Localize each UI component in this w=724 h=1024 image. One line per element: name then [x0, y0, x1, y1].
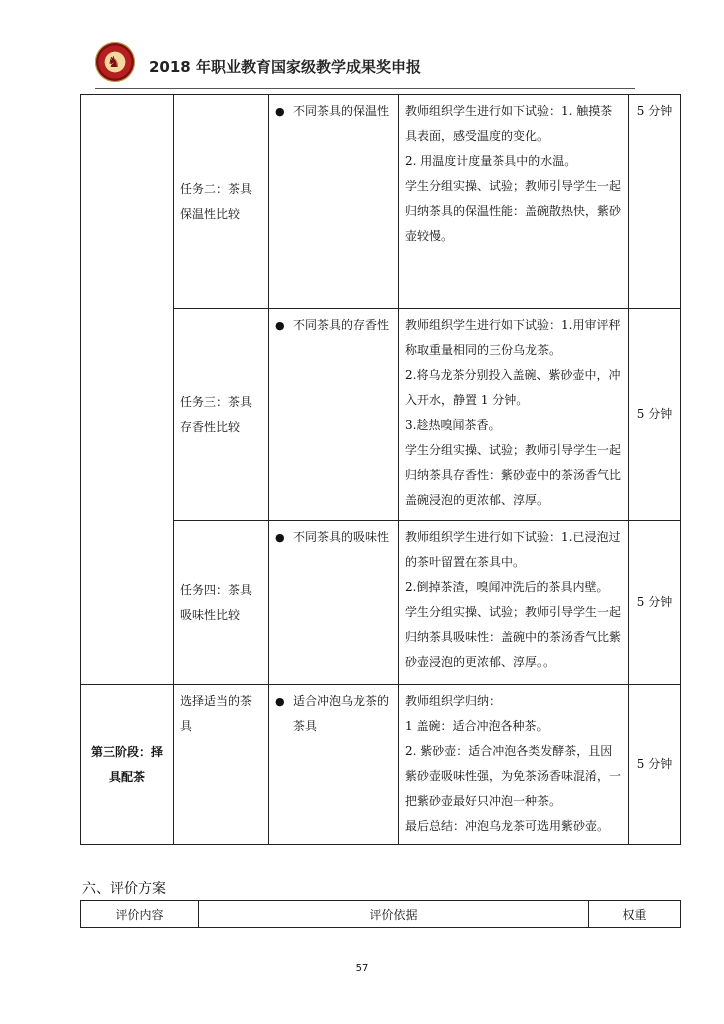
- activity-line: 3.趁热嗅闻茶香。: [405, 418, 501, 432]
- activity-line: 学生分组实操、试验；教师引导学生一起归纳茶具吸味性：盖碗中的茶汤香气比紫砂壶浸泡的更浓郁、淳厚。。: [405, 605, 622, 669]
- bullet-icon: ●: [275, 531, 285, 544]
- task-cell: 任务二：茶具保温性比较: [174, 95, 269, 309]
- table-row: [81, 95, 681, 309]
- content-label: 不同茶具的存香性: [293, 318, 390, 332]
- section-title: 六、评价方案: [82, 881, 166, 897]
- content-label: 不同茶具的吸味性: [293, 530, 390, 544]
- activity-line: 2.倒掉茶渣，嗅闻冲洗后的茶具内壁。: [405, 580, 609, 594]
- page-number: 57: [355, 963, 369, 974]
- activity-line: 最后总结：冲泡乌龙茶可选用紫砂壶。: [405, 819, 610, 833]
- activity-line: 2.将乌龙茶分别投入盖碗、紫砂壶中，冲入开水，静置 1 分钟。: [405, 368, 621, 407]
- lesson-plan-table: [80, 94, 681, 845]
- time-cell: 5 分钟: [629, 685, 681, 845]
- task-cell: 任务三：茶具存香性比较: [174, 309, 269, 521]
- activity-cell: [399, 95, 629, 309]
- content-cell: [269, 685, 399, 845]
- task-cell: 选择适当的茶具: [174, 685, 269, 845]
- time-cell: 5 分钟: [629, 95, 681, 309]
- activity-line: 2. 紫砂壶：适合冲泡各类发酵茶，且因紫砂壶吸味性强，为免茶汤香味混淆，一把紫砂壶最好只冲泡一种茶。: [405, 744, 622, 808]
- header-cell: 评价内容: [81, 901, 199, 928]
- page-header: [95, 42, 635, 92]
- evaluation-table: [80, 900, 681, 928]
- header-cell: 评价依据: [199, 901, 589, 928]
- bullet-icon: ●: [275, 695, 285, 708]
- activity-line: 教师组织学归纳：: [405, 694, 502, 708]
- activity-line: 2. 用温度计度量茶具中的水温。: [405, 154, 577, 168]
- table-header-row: [81, 901, 681, 928]
- activity-line: 学生分组实操、试验；教师引导学生一起归纳茶具存香性：紫砂壶中的茶汤香气比盖碗浸泡的更浓郁、淳厚。: [405, 443, 622, 507]
- content-label: 不同茶具的保温性: [293, 104, 390, 118]
- task-cell: 任务四：茶具吸味性比较: [174, 521, 269, 685]
- stage-cell-empty: [81, 95, 174, 685]
- bullet-icon: ●: [275, 319, 285, 332]
- content-cell: [269, 309, 399, 521]
- content-cell: [269, 521, 399, 685]
- horse-icon: ♞: [107, 53, 121, 71]
- activity-line: 学生分组实操、试验；教师引导学生一起归纳茶具的保温性能：盖碗散热快，紫砂壶较慢。: [405, 179, 622, 243]
- time-cell: 5 分钟: [629, 521, 681, 685]
- table-row: [81, 685, 681, 845]
- content-label: 适合冲泡乌龙茶的茶具: [293, 694, 390, 733]
- activity-cell: [399, 521, 629, 685]
- activity-line: 1 盖碗：适合冲泡各种茶。: [405, 719, 549, 733]
- bullet-icon: ●: [275, 105, 285, 118]
- time-cell: 5 分钟: [629, 309, 681, 521]
- activity-line: 教师组织学生进行如下试验：1.用审评秤称取重量相同的三份乌龙茶。: [405, 318, 621, 357]
- content-cell: [269, 95, 399, 309]
- header-cell: 权重: [589, 901, 681, 928]
- header-rule: [95, 88, 635, 89]
- stage-cell: 第三阶段：择具配茶: [81, 685, 174, 845]
- header-title: 2018 年职业教育国家级教学成果奖申报: [149, 58, 421, 76]
- activity-cell: [399, 309, 629, 521]
- school-logo: [95, 42, 135, 82]
- activity-line: 教师组织学生进行如下试验：1.已浸泡过的茶叶留置在茶具中。: [405, 530, 621, 569]
- activity-cell: [399, 685, 629, 845]
- activity-line: 教师组织学生进行如下试验：1. 触摸茶具表面，感受温度的变化。: [405, 104, 613, 143]
